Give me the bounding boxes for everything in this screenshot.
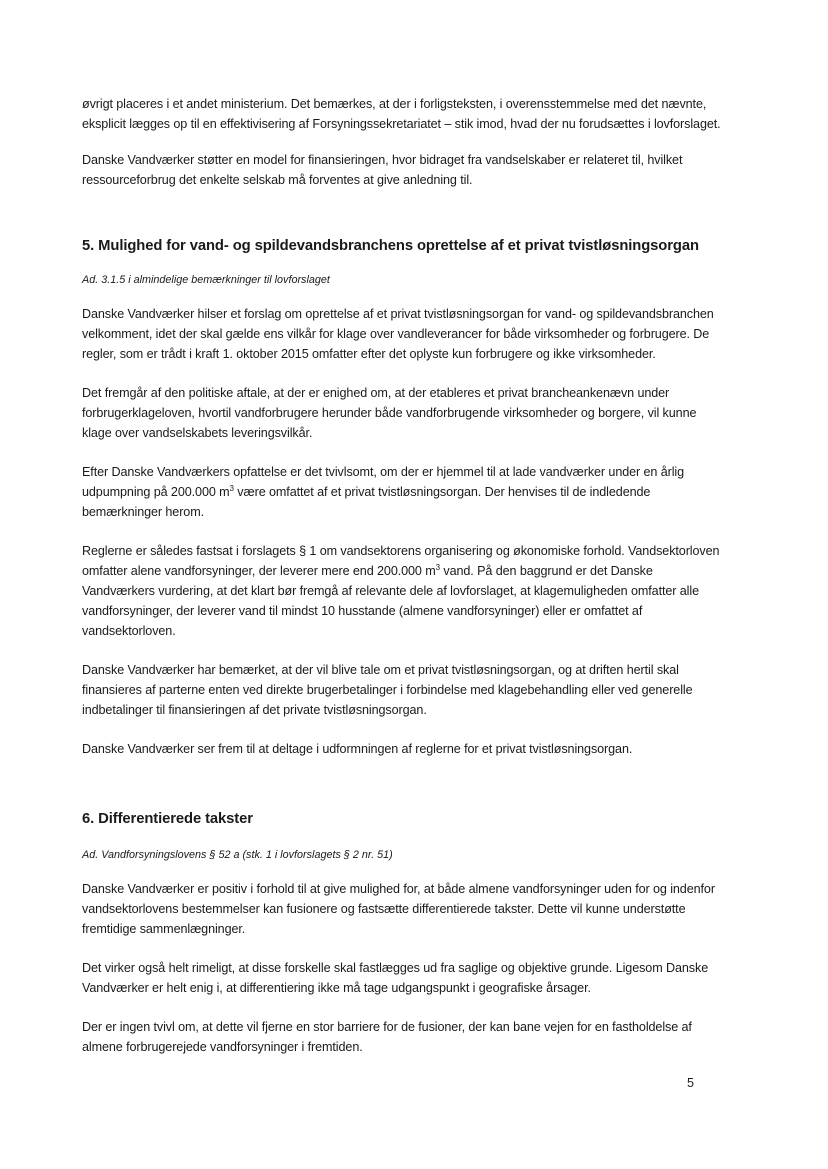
section-6-paragraph-1: Danske Vandværker er positiv i forhold til at give mulighed for, at både almene vandforsyninger uden for og indenfor vandsektorlovens bestemmelser kan fusionere og fastsætte differentierede takster. Dette vil kunne understøtte fremtidige sammenlægninger. [82,882,715,936]
section-5-paragraph-4 [82,541,722,641]
section-6-reference: Ad. Vandforsyningslovens § 52 a (stk. 1 i lovforslagets § 2 nr. 51) [82,849,393,861]
intro-paragraph-1: øvrigt placeres i et andet ministerium. Det bemærkes, at der i forligsteksten, i overensstemmelse med det nævnte, eksplicit lægges op til en effektivisering af Forsyningssekretariatet – stik imod, hvad der nu forudsættes i lovforslaget. [82,97,721,131]
section-5-paragraph-1: Danske Vandværker hilser et forslag om oprettelse af et privat tvistløsningsorgan for vand- og spildevandsbranchen velkomment, idet der skal gælde ens vilkår for klage over vandleverancer for både virksomheder og forbrugere. De regler, som er trådt i kraft 1. oktober 2015 omfatter efter det oplyste kun forbrugere og ikke virksomheder. [82,307,714,361]
section-5-paragraph-3 [82,462,722,522]
section-5-reference: Ad. 3.1.5 i almindelige bemærkninger til lovforslaget [82,274,330,286]
page-number: 5 [686,1076,694,1090]
section-5-paragraph-6: Danske Vandværker ser frem til at deltage i udformningen af reglerne for et privat tvistløsningsorgan. [82,742,633,756]
section-5-paragraph-3-part-b: være omfattet af et privat tvistløsningsorgan. Der henvises til de indledende bemærkninger herom. [82,485,651,519]
cubic-superscript: 3 [229,483,234,493]
section-5-paragraph-4-part-b: vand. På den baggrund er det Danske Vandværkers vurdering, at det klart bør fremgå af relevante dele af lovforslaget, at klagemuligheden omfatter alle vandforsyninger, der leverer vand til mindst 10 husstande (almene vandforsyninger) eller er omfattet af vandsektorloven. [82,564,699,638]
section-5-paragraph-2: Det fremgår af den politiske aftale, at der er enighed om, at der etableres et privat brancheankenævn under forbrugerklageloven, hvortil vandforbrugere herunder både vandforbrugende virksomheder og borgere, vil kunne klage over vandselskabets leveringsvilkår. [82,386,697,440]
document-page [82,94,722,1057]
section-6-paragraph-3: Der er ingen tvivl om, at dette vil fjerne en stor barriere for de fusioner, der kan bane vejen for en fastholdelse af almene forbrugerejede vandforsyninger i fremtiden. [82,1020,692,1054]
section-5-paragraph-3-part-a: Efter Danske Vandværkers opfattelse er det tvivlsomt, om der er hjemmel til at lade vandværker under en årlig udpumpning på 200.000 m [82,465,685,499]
section-5-paragraph-4-part-a: Reglerne er således fastsat i forslagets § 1 om vandsektorens organisering og økonomiske forhold. Vandsektorloven omfatter alene vandforsyninger, der leverer mere end 200.000 m [82,544,720,578]
intro-paragraph-2: Danske Vandværker støtter en model for finansieringen, hvor bidraget fra vandselskaber er relateret til, hvilket ressourceforbrug det enkelte selskab må forventes at give anledning til. [82,153,683,187]
section-5-heading: 5. Mulighed for vand- og spildevandsbranchens oprettelse af et privat tvistløsningsorgan [82,238,699,254]
section-6-paragraph-2: Det virker også helt rimeligt, at disse forskelle skal fastlægges ud fra saglige og objektive grunde. Ligesom Danske Vandværker er helt enig i, at differentiering ikke må tage udgangspunkt i geografiske årsager. [82,961,709,995]
section-5-paragraph-5: Danske Vandværker har bemærket, at der vil blive tale om et privat tvistløsningsorgan, og at driften hertil skal finansieres af parterne enten ved direkte brugerbetalinger i forbindelse med klagebehandling eller ved generelle indbetalinger til finansieringen af det private tvistløsningsorgan. [82,663,693,717]
section-6-heading: 6. Differentierede takster [82,811,253,827]
cubic-superscript: 3 [435,562,440,572]
